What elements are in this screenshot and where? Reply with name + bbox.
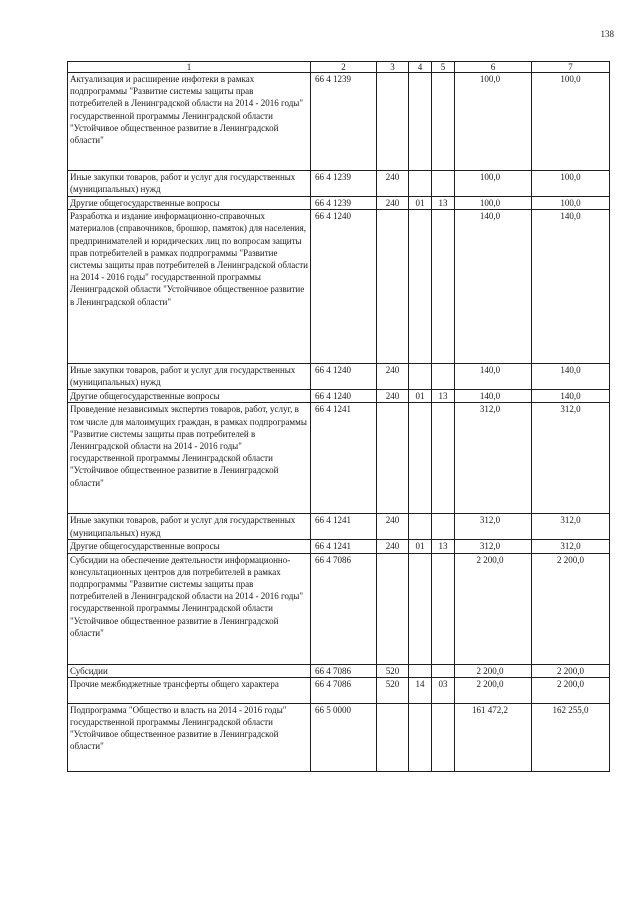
row-amount-year-1: 100,0 (455, 73, 532, 171)
row-section: 14 (409, 677, 432, 703)
row-description: Другие общегосударственные вопросы (68, 540, 311, 553)
column-header: 2 (311, 62, 377, 73)
row-amount-year-2: 100,0 (532, 197, 610, 210)
row-section (409, 73, 432, 171)
row-subsection (432, 703, 455, 771)
row-subsection: 03 (432, 677, 455, 703)
row-description: Актуализация и расширение инфотеки в рамках подпрограммы "Развитие системы защиты прав потребителей в Ленинградской области на 2014 - 2016 годы" государственной программы Ленинградской области "Устойчивое общественное развитие в Ленинградской области" (68, 73, 311, 171)
row-expense-type (377, 553, 409, 664)
row-subsection (432, 553, 455, 664)
table-row (68, 553, 610, 664)
row-description: Прочие межбюджетные трансферты общего характера (68, 677, 311, 703)
row-expense-type: 240 (377, 390, 409, 403)
row-section (409, 703, 432, 771)
table-row (68, 197, 610, 210)
table-row (68, 703, 610, 771)
row-amount-year-2: 312,0 (532, 403, 610, 514)
column-header: 4 (409, 62, 432, 73)
row-description: Другие общегосударственные вопросы (68, 390, 311, 403)
table-row (68, 364, 610, 390)
row-section (409, 514, 432, 540)
row-target-code: 66 4 1239 (311, 73, 377, 171)
table-row (68, 210, 610, 364)
column-header: 7 (532, 62, 610, 73)
row-amount-year-1: 161 472,2 (455, 703, 532, 771)
row-section (409, 403, 432, 514)
table-header-row (68, 62, 610, 73)
row-amount-year-2: 312,0 (532, 540, 610, 553)
row-target-code: 66 4 1240 (311, 390, 377, 403)
row-amount-year-2: 140,0 (532, 210, 610, 364)
row-target-code: 66 4 1239 (311, 171, 377, 197)
row-section: 01 (409, 197, 432, 210)
table-row (68, 514, 610, 540)
row-expense-type: 240 (377, 171, 409, 197)
row-amount-year-1: 140,0 (455, 210, 532, 364)
row-section: 01 (409, 540, 432, 553)
row-amount-year-1: 2 200,0 (455, 677, 532, 703)
row-amount-year-2: 162 255,0 (532, 703, 610, 771)
row-description: Субсидии на обеспечение деятельности информационно-консультационных центров для потребителей в рамках подпрограммы "Развитие системы защиты прав потребителей в Ленинградской области на 2014 - 2016 годы" государственной программы Ленинградской области "Устойчивое общественное развитие в Ленинградской области" (68, 553, 311, 664)
table-row (68, 403, 610, 514)
page-number: 138 (600, 29, 614, 39)
table-row (68, 390, 610, 403)
row-amount-year-1: 312,0 (455, 403, 532, 514)
row-subsection (432, 364, 455, 390)
row-expense-type: 520 (377, 664, 409, 677)
row-amount-year-1: 2 200,0 (455, 553, 532, 664)
row-section (409, 364, 432, 390)
row-amount-year-2: 2 200,0 (532, 677, 610, 703)
row-subsection (432, 664, 455, 677)
row-expense-type: 240 (377, 197, 409, 210)
row-amount-year-1: 140,0 (455, 390, 532, 403)
row-amount-year-1: 312,0 (455, 514, 532, 540)
row-target-code: 66 4 7086 (311, 664, 377, 677)
row-subsection: 13 (432, 197, 455, 210)
row-amount-year-2: 100,0 (532, 73, 610, 171)
row-section (409, 210, 432, 364)
row-subsection (432, 73, 455, 171)
row-amount-year-1: 312,0 (455, 540, 532, 553)
row-amount-year-1: 2 200,0 (455, 664, 532, 677)
column-header: 6 (455, 62, 532, 73)
row-description: Подпрограмма "Общество и власть на 2014 - 2016 годы" государственной программы Ленинградской области "Устойчивое общественное развитие в Ленинградской области" (68, 703, 311, 771)
row-subsection: 13 (432, 390, 455, 403)
row-expense-type: 240 (377, 364, 409, 390)
row-target-code: 66 4 1241 (311, 403, 377, 514)
row-amount-year-2: 140,0 (532, 390, 610, 403)
row-description: Иные закупки товаров, работ и услуг для государственных (муниципальных) нужд (68, 514, 311, 540)
table-row (68, 171, 610, 197)
row-expense-type (377, 703, 409, 771)
row-target-code: 66 4 7086 (311, 553, 377, 664)
row-description: Субсидии (68, 664, 311, 677)
row-amount-year-1: 100,0 (455, 197, 532, 210)
row-expense-type: 520 (377, 677, 409, 703)
column-header: 3 (377, 62, 409, 73)
row-section (409, 664, 432, 677)
table-row (68, 73, 610, 171)
row-subsection (432, 210, 455, 364)
row-expense-type: 240 (377, 514, 409, 540)
row-expense-type (377, 73, 409, 171)
row-section: 01 (409, 390, 432, 403)
row-description: Иные закупки товаров, работ и услуг для государственных (муниципальных) нужд (68, 171, 311, 197)
row-description: Проведение независимых экспертиз товаров, работ, услуг, в том числе для малоимущих граждан, в рамках подпрограммы "Развитие системы защиты прав потребителей в Ленинградской области на 2014 - 2016 годы" государственной программы Ленинградской области "Устойчивое общественное развитие в Ленинградской области" (68, 403, 311, 514)
column-header: 5 (432, 62, 455, 73)
row-target-code: 66 4 1240 (311, 364, 377, 390)
row-amount-year-1: 100,0 (455, 171, 532, 197)
row-amount-year-2: 100,0 (532, 171, 610, 197)
row-description: Иные закупки товаров, работ и услуг для государственных (муниципальных) нужд (68, 364, 311, 390)
budget-table (67, 61, 610, 772)
row-expense-type (377, 403, 409, 514)
row-amount-year-1: 140,0 (455, 364, 532, 390)
row-amount-year-2: 312,0 (532, 514, 610, 540)
row-amount-year-2: 140,0 (532, 364, 610, 390)
row-target-code: 66 4 1241 (311, 514, 377, 540)
row-subsection (432, 514, 455, 540)
column-header: 1 (68, 62, 311, 73)
row-amount-year-2: 2 200,0 (532, 664, 610, 677)
row-target-code: 66 4 1241 (311, 540, 377, 553)
table-row (68, 664, 610, 677)
row-amount-year-2: 2 200,0 (532, 553, 610, 664)
row-target-code: 66 4 7086 (311, 677, 377, 703)
row-description: Разработка и издание информационно-справочных материалов (справочников, брошюр, памяток) для населения, предпринимателей и юридических лиц по вопросам защиты прав потребителей в рамках подпрограммы "Развитие системы защиты прав потребителей в Ленинградской области на 2014 - 2016 годы" государственной программы Ленинградской области "Устойчивое общественное развитие в Ленинградской области" (68, 210, 311, 364)
table-row (68, 677, 610, 703)
row-subsection (432, 403, 455, 514)
row-section (409, 553, 432, 664)
row-subsection (432, 171, 455, 197)
row-expense-type: 240 (377, 540, 409, 553)
row-section (409, 171, 432, 197)
row-target-code: 66 4 1239 (311, 197, 377, 210)
row-expense-type (377, 210, 409, 364)
row-target-code: 66 5 0000 (311, 703, 377, 771)
row-subsection: 13 (432, 540, 455, 553)
row-description: Другие общегосударственные вопросы (68, 197, 311, 210)
row-target-code: 66 4 1240 (311, 210, 377, 364)
table-row (68, 540, 610, 553)
